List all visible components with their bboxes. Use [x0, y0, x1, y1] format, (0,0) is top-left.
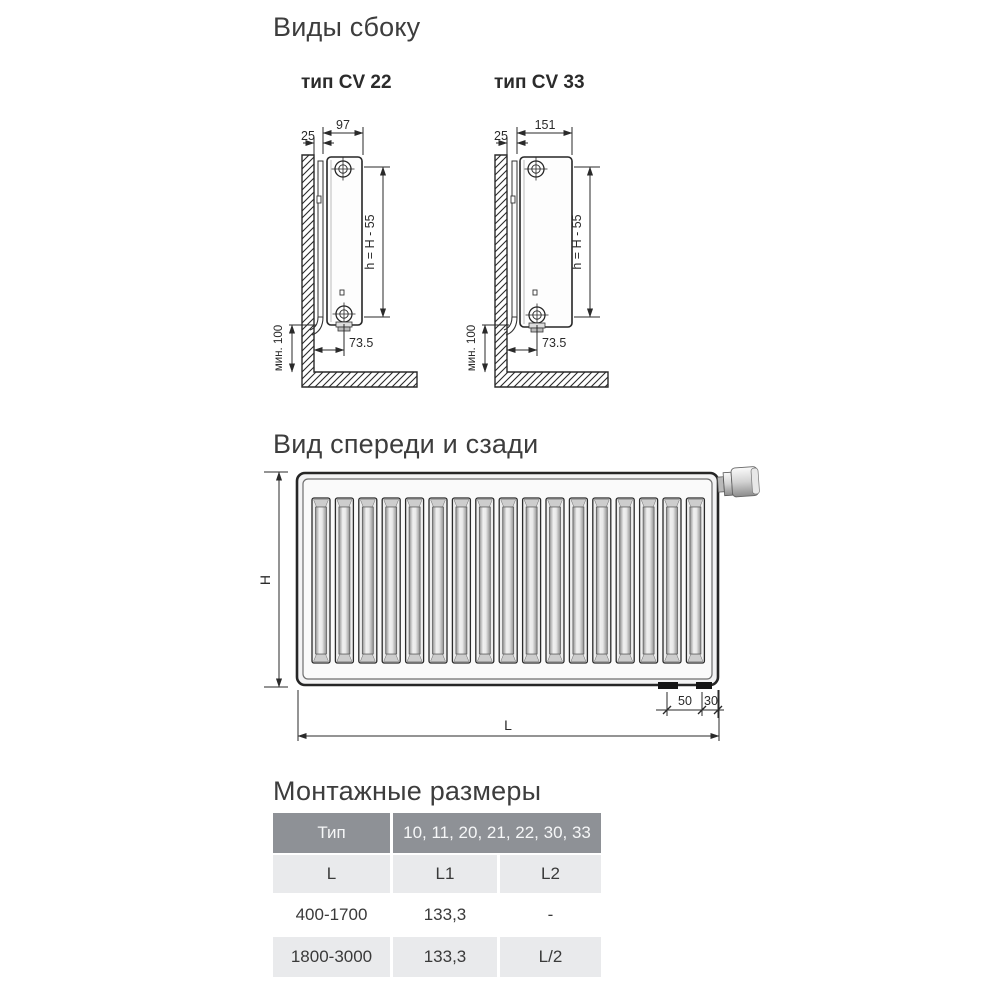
- convector-fin: [512, 161, 517, 317]
- cv22-depth-dim: 97: [336, 118, 350, 132]
- drain-plug-mark: [340, 290, 344, 295]
- cv33-pipe-offset-dim: 73.5: [542, 336, 567, 350]
- table-header-type: Тип: [273, 813, 390, 853]
- table-header-types-list: 10, 11, 20, 21, 22, 30, 33: [393, 813, 601, 853]
- cv22-side-view-drawing: [270, 110, 440, 410]
- bottom-connection-tab: [658, 682, 678, 689]
- length-dim-label: L: [504, 717, 512, 733]
- table-row1-L2: -: [500, 895, 601, 935]
- cv33-side-view-drawing: [455, 110, 640, 410]
- cv33-radiator-body: [504, 157, 572, 335]
- cv33-depth-dim: 151: [534, 118, 556, 132]
- table-row1-L: 400-1700: [273, 895, 390, 935]
- side-views-title: Виды сбоку: [273, 12, 421, 42]
- panel: [520, 157, 572, 327]
- front-view-drawing: [257, 460, 780, 752]
- cv22-height-dim: h = H - 55: [363, 214, 377, 270]
- cv22-pipe-offset-dim: 73.5: [349, 336, 374, 350]
- cv22-label: тип CV 22: [301, 72, 392, 93]
- cv33-floor-clearance-dim: мин. 100: [466, 324, 478, 372]
- cv33-label: тип CV 33: [494, 72, 585, 93]
- convector-fin: [318, 161, 323, 317]
- table-row1-L1: 133,3: [393, 895, 497, 935]
- table-row2-L: 1800-3000: [273, 937, 390, 977]
- edge-offset-dim: 30: [704, 694, 718, 708]
- table-row2-L2: L/2: [500, 937, 601, 977]
- front-radiator-body: [297, 466, 760, 689]
- panel: [327, 157, 362, 325]
- bottom-connection-tab: [696, 682, 712, 689]
- front-view-title: Вид спереди и сзади: [273, 429, 539, 459]
- cv22-floor-clearance-dim: мин. 100: [273, 324, 285, 372]
- tap-spacing-dim: 50: [678, 694, 692, 708]
- table-row2-L1: 133,3: [393, 937, 497, 977]
- table-col-L: L: [273, 855, 390, 893]
- drain-plug-mark: [533, 290, 537, 295]
- radiator-channels: [312, 498, 704, 663]
- table-col-L2: L2: [500, 855, 601, 893]
- cv22-wall-gap-dim: 25: [301, 129, 315, 143]
- cv33-height-dim: h = H - 55: [570, 214, 584, 270]
- mounting-title: Монтажные размеры: [273, 776, 542, 806]
- thermostatic-valve: [717, 466, 760, 498]
- cv22-radiator-body: [310, 157, 362, 335]
- table-col-L1: L1: [393, 855, 497, 893]
- bracket-notch: [317, 196, 321, 203]
- cv33-wall-gap-dim: 25: [494, 129, 508, 143]
- bracket-notch: [511, 196, 515, 203]
- mounting-dimensions-table: [273, 813, 601, 977]
- height-dim-label: H: [257, 574, 273, 586]
